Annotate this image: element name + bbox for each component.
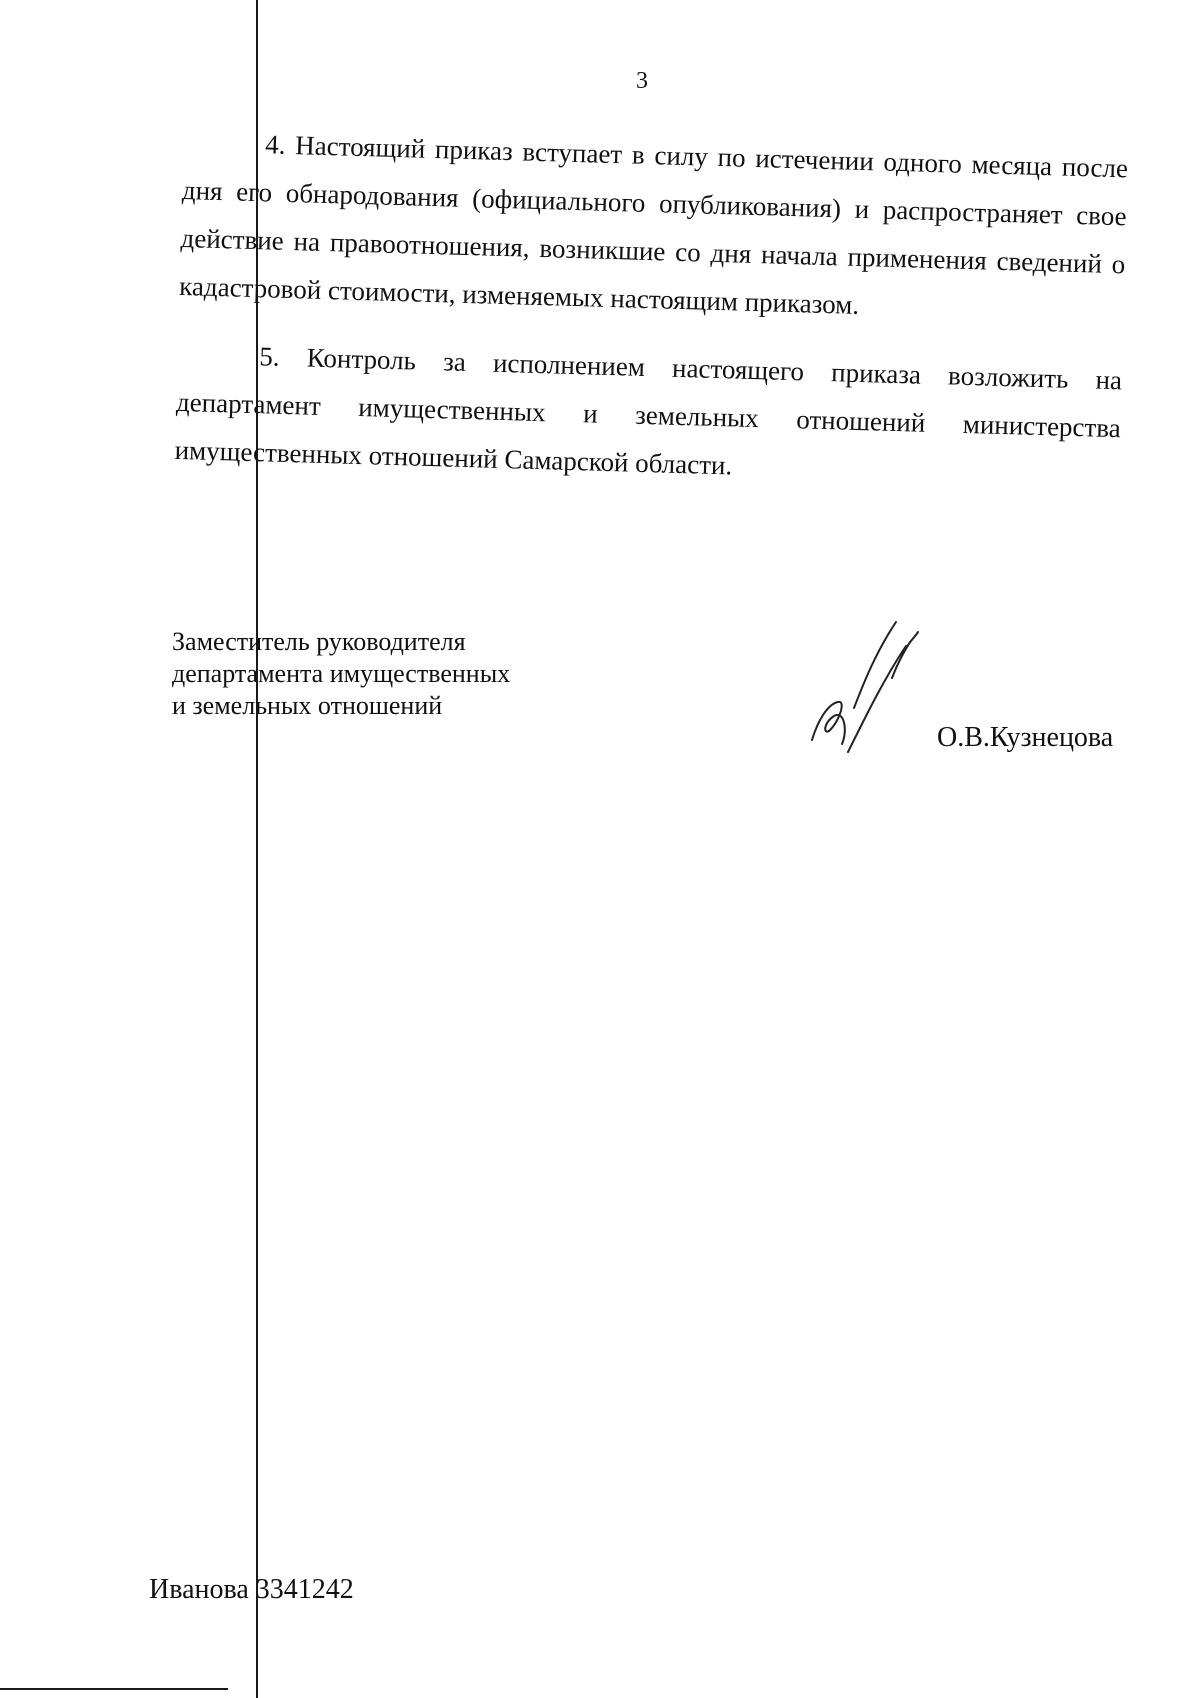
- signatory-position: [172, 626, 510, 722]
- signatory-position-line: Заместитель руководителя: [172, 627, 466, 656]
- paragraph-4: 4. Настоящий приказ вступает в силу по истечении одного месяца после дня его обнародования (официального опубликования) и распространяет свое действие на правоотношения, возникшие со дня начала применения сведений о кадастровой стоимости, изменяемых настоящим приказом.: [178, 129, 1129, 320]
- handwritten-signature: [806, 612, 936, 782]
- executor-contact: Иванова 3341242: [149, 1574, 354, 1605]
- signatory-position-line: и земельных отношений: [172, 691, 443, 720]
- page-number: 3: [636, 68, 648, 94]
- signer-name: О.В.Кузнецова: [937, 722, 1114, 753]
- scan-bottom-line: [0, 1688, 228, 1690]
- order-text: [174, 118, 1129, 520]
- signatory-position-line: департамента имущественных: [172, 659, 511, 688]
- paragraph-5: 5. Контроль за исполнением настоящего приказа возложить на департамент имущественных и земельных отношений министерства имущественных отношений Самарской области.: [174, 341, 1123, 481]
